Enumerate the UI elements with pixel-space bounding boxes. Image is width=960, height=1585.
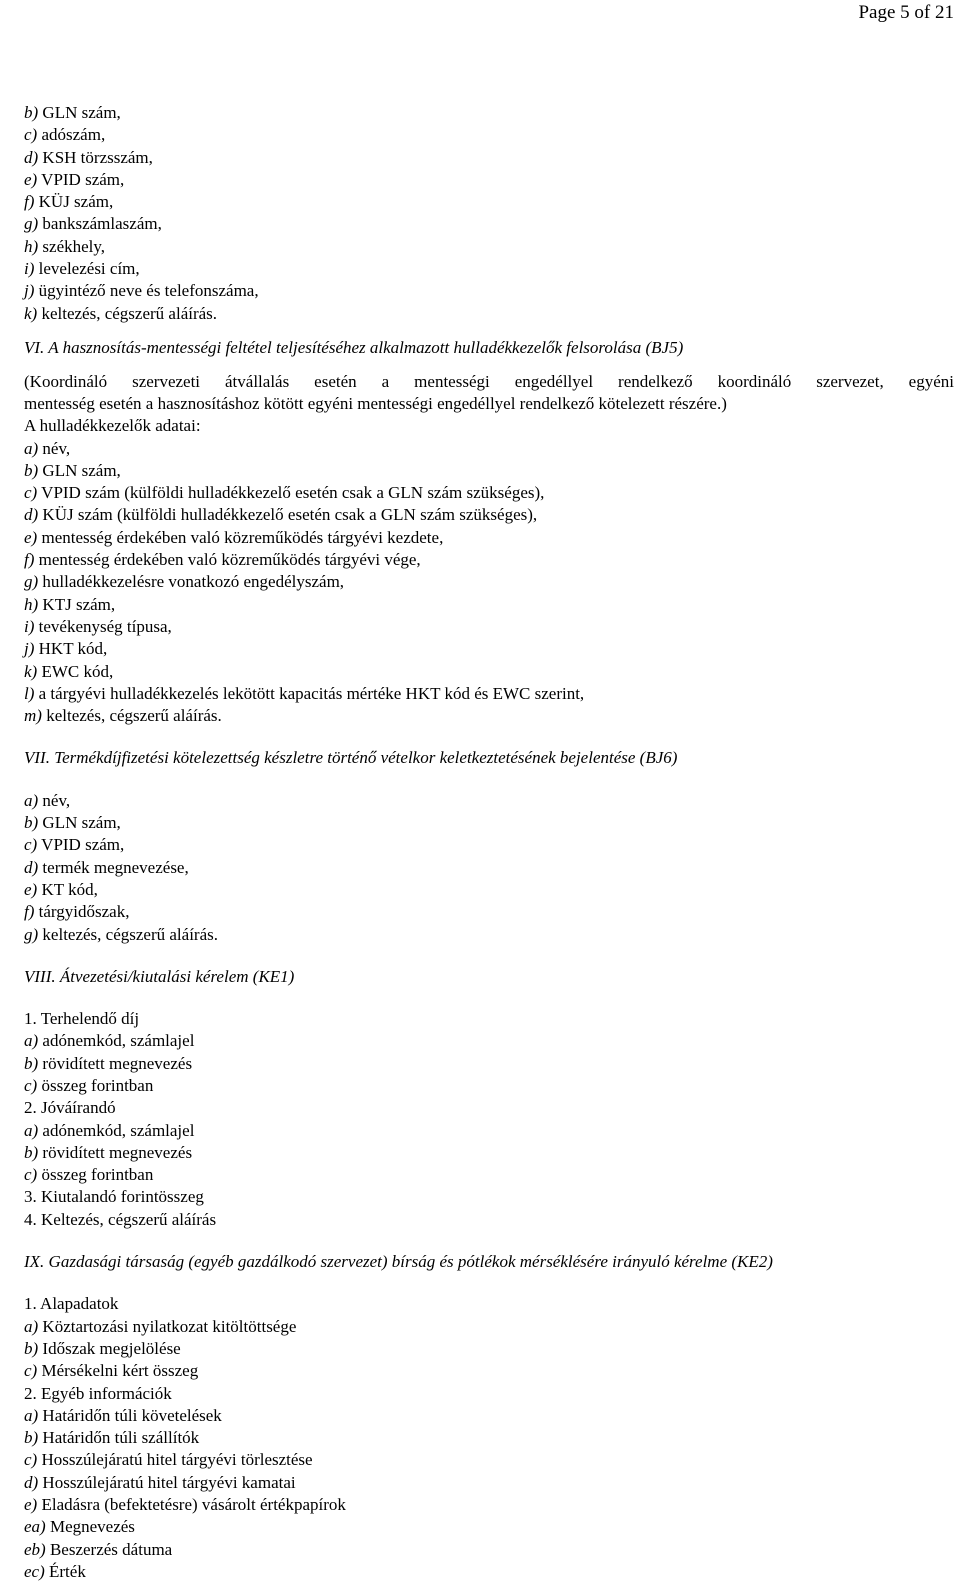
list-item-label: c) bbox=[24, 125, 38, 145]
list-item bbox=[24, 857, 954, 879]
list-item-text: 4. Keltezés, cégszerű aláírás bbox=[24, 1209, 217, 1229]
list-item-label: c) bbox=[24, 1165, 38, 1185]
list-item-label: d) bbox=[24, 857, 39, 877]
list-item bbox=[24, 280, 954, 302]
list-item-text: a tárgyévi hulladékkezelés lekötött kapacitás mértéke HKT kód és EWC szerint, bbox=[34, 683, 585, 703]
list-item bbox=[24, 879, 954, 901]
list-item bbox=[24, 1494, 954, 1516]
list-item bbox=[24, 1449, 954, 1471]
list-item-text: Hosszúlejáratú hitel tárgyévi kamatai bbox=[38, 1472, 296, 1492]
list-item bbox=[24, 1360, 954, 1382]
list-item-label: eb) bbox=[24, 1539, 46, 1559]
list-item bbox=[24, 834, 954, 856]
section-9-title: IX. Gazdasági társaság (egyéb gazdálkodó szervezet) bírság és pótlékok mérséklésére irányuló kérelme (KE2) bbox=[24, 1252, 773, 1272]
list-item-text: név, bbox=[38, 438, 71, 458]
list-item-label: a) bbox=[24, 1316, 39, 1336]
list-item bbox=[24, 1427, 954, 1449]
list-item-label: ea) bbox=[24, 1517, 46, 1537]
list-item-text: keltezés, cégszerű aláírás. bbox=[37, 303, 218, 323]
list-item bbox=[24, 1338, 954, 1360]
list-item bbox=[24, 124, 954, 146]
list-item-text: összeg forintban bbox=[37, 1075, 154, 1095]
list-item bbox=[24, 705, 954, 727]
list-item bbox=[24, 169, 954, 191]
list-item bbox=[24, 790, 954, 812]
list-item bbox=[24, 1053, 954, 1075]
list-item-label: i) bbox=[24, 259, 35, 279]
list-item-text: KTJ szám, bbox=[38, 594, 116, 614]
list-item-label: a) bbox=[24, 1031, 39, 1051]
list-item-text: adónemkód, számlajel bbox=[38, 1031, 195, 1051]
list-item-text: VPID szám, bbox=[37, 835, 125, 855]
list-item-label: f) bbox=[24, 192, 35, 212]
document-body bbox=[24, 102, 954, 1583]
list-item bbox=[24, 1293, 954, 1315]
list-item-text: adónemkód, számlajel bbox=[38, 1120, 195, 1140]
list-item bbox=[24, 1186, 954, 1208]
list-item bbox=[24, 1405, 954, 1427]
list-item bbox=[24, 102, 954, 124]
list-item bbox=[24, 1164, 954, 1186]
list-item-text: 2. Egyéb információk bbox=[24, 1383, 172, 1403]
list-item-text: VPID szám (külföldi hulladékkezelő esetén csak a GLN szám szükséges), bbox=[37, 483, 545, 503]
list-item-label: b) bbox=[24, 813, 39, 833]
list-item-text: Köztartozási nyilatkozat kitöltöttsége bbox=[38, 1316, 297, 1336]
list-item bbox=[24, 147, 954, 169]
list-item-label: l) bbox=[24, 683, 35, 703]
list-item-text: székhely, bbox=[38, 236, 106, 256]
top-list bbox=[24, 102, 954, 325]
list-item-text: név, bbox=[38, 790, 71, 810]
list-item-label: e) bbox=[24, 1495, 38, 1515]
section-8-list bbox=[24, 1008, 954, 1231]
list-item-label: d) bbox=[24, 505, 39, 525]
list-item bbox=[24, 1561, 954, 1583]
list-item-label: c) bbox=[24, 483, 38, 503]
list-item-label: k) bbox=[24, 661, 38, 681]
list-item bbox=[24, 1516, 954, 1538]
list-item-text: 3. Kiutalandó forintösszeg bbox=[24, 1187, 204, 1207]
list-item-text: GLN szám, bbox=[38, 460, 121, 480]
list-item bbox=[24, 1383, 954, 1405]
list-item-text: adószám, bbox=[37, 125, 106, 145]
list-item-text: Beszerzés dátuma bbox=[45, 1539, 173, 1559]
list-item-text: HKT kód, bbox=[34, 639, 108, 659]
list-item-text: tevékenység típusa, bbox=[34, 616, 172, 636]
list-item bbox=[24, 1209, 954, 1231]
list-item-label: g) bbox=[24, 572, 39, 592]
list-item bbox=[24, 213, 954, 235]
list-item-text: mentesség érdekében való közreműködés tárgyévi vége, bbox=[34, 550, 421, 570]
list-item-label: j) bbox=[24, 639, 35, 659]
section-6-intro: A hulladékkezelők adatai: bbox=[24, 416, 201, 436]
list-item-text: Mérsékelni kért összeg bbox=[37, 1361, 199, 1381]
section-7-list bbox=[24, 790, 954, 946]
list-item-text: összeg forintban bbox=[37, 1165, 154, 1185]
list-item-label: j) bbox=[24, 281, 35, 301]
list-item-text: Határidőn túli szállítók bbox=[38, 1428, 200, 1448]
list-item-label: b) bbox=[24, 1428, 39, 1448]
list-item bbox=[24, 303, 954, 325]
list-item-label: i) bbox=[24, 616, 35, 636]
list-item-text: 1. Terhelendő díj bbox=[24, 1009, 140, 1029]
list-item-text: KSH törzsszám, bbox=[38, 147, 153, 167]
list-item-label: e) bbox=[24, 879, 38, 899]
list-item-text: Időszak megjelölése bbox=[38, 1338, 181, 1358]
section-7-title: VII. Termékdíjfizetési kötelezettség készletre történő vételkor keletkeztetésének bejelentése (BJ6) bbox=[24, 748, 678, 768]
list-item bbox=[24, 661, 954, 683]
list-item-text: GLN szám, bbox=[38, 813, 121, 833]
list-item-text: bankszámlaszám, bbox=[38, 214, 162, 234]
list-item-label: c) bbox=[24, 1361, 38, 1381]
list-item bbox=[24, 191, 954, 213]
list-item bbox=[24, 438, 954, 460]
list-item-label: a) bbox=[24, 438, 39, 458]
list-item bbox=[24, 1030, 954, 1052]
list-item bbox=[24, 594, 954, 616]
list-item bbox=[24, 1120, 954, 1142]
list-item bbox=[24, 258, 954, 280]
list-item bbox=[24, 549, 954, 571]
list-item-text: Megnevezés bbox=[45, 1517, 135, 1537]
list-item-text: KÜJ szám (külföldi hulladékkezelő esetén csak a GLN szám szükséges), bbox=[38, 505, 538, 525]
list-item-label: e) bbox=[24, 169, 38, 189]
list-item-text: VPID szám, bbox=[37, 169, 125, 189]
list-item bbox=[24, 1008, 954, 1030]
list-item-label: m) bbox=[24, 706, 42, 726]
list-item-text: 2. Jóváírandó bbox=[24, 1098, 116, 1118]
list-item bbox=[24, 1316, 954, 1338]
list-item-label: b) bbox=[24, 103, 39, 122]
list-item-text: Érték bbox=[44, 1561, 86, 1581]
list-item-label: b) bbox=[24, 1053, 39, 1073]
list-item-text: termék megnevezése, bbox=[38, 857, 189, 877]
list-item-label: h) bbox=[24, 236, 39, 256]
list-item bbox=[24, 683, 954, 705]
section-9-list bbox=[24, 1293, 954, 1583]
list-item-label: e) bbox=[24, 527, 38, 547]
list-item-label: d) bbox=[24, 1472, 39, 1492]
list-item bbox=[24, 571, 954, 593]
page-number: Page 5 of 21 bbox=[858, 2, 954, 23]
list-item-label: c) bbox=[24, 835, 38, 855]
list-item-label: ec) bbox=[24, 1561, 45, 1581]
list-item-text: EWC kód, bbox=[37, 661, 114, 681]
list-item bbox=[24, 1142, 954, 1164]
section-8-title: VIII. Átvezetési/kiutalási kérelem (KE1) bbox=[24, 966, 295, 986]
list-item bbox=[24, 236, 954, 258]
list-item-label: b) bbox=[24, 460, 39, 480]
list-item-text: KT kód, bbox=[37, 879, 98, 899]
list-item-text: mentesség érdekében való közreműködés tárgyévi kezdete, bbox=[37, 527, 444, 547]
list-item-text: KÜJ szám, bbox=[34, 192, 114, 212]
list-item-label: f) bbox=[24, 902, 35, 922]
list-item-text: 1. Alapadatok bbox=[24, 1294, 119, 1314]
list-item-label: a) bbox=[24, 1405, 39, 1425]
list-item-label: b) bbox=[24, 1142, 39, 1162]
list-item-label: a) bbox=[24, 790, 39, 810]
list-item-label: g) bbox=[24, 214, 39, 234]
list-item-label: h) bbox=[24, 594, 39, 614]
list-item-label: c) bbox=[24, 1075, 38, 1095]
list-item bbox=[24, 1075, 954, 1097]
list-item bbox=[24, 812, 954, 834]
list-item-text: tárgyidőszak, bbox=[34, 902, 130, 922]
list-item bbox=[24, 504, 954, 526]
list-item-text: ügyintéző neve és telefonszáma, bbox=[34, 281, 259, 301]
list-item-label: a) bbox=[24, 1120, 39, 1140]
list-item-text: hulladékkezelésre vonatkozó engedélyszám, bbox=[38, 572, 345, 592]
list-item-label: g) bbox=[24, 924, 39, 944]
list-item bbox=[24, 1539, 954, 1561]
list-item bbox=[24, 527, 954, 549]
list-item-label: c) bbox=[24, 1450, 38, 1470]
list-item-text: keltezés, cégszerű aláírás. bbox=[38, 924, 218, 944]
section-6-note-line-1: (Koordináló szervezeti átvállalás esetén a mentességi engedéllyel rendelkező koordináló szervezet, egyéni bbox=[24, 372, 954, 392]
list-item bbox=[24, 1472, 954, 1494]
list-item bbox=[24, 616, 954, 638]
list-item-text: Határidőn túli követelések bbox=[38, 1405, 222, 1425]
list-item-label: k) bbox=[24, 303, 38, 323]
list-item-label: b) bbox=[24, 1338, 39, 1358]
list-item-label: d) bbox=[24, 147, 39, 167]
list-item bbox=[24, 924, 954, 946]
list-item bbox=[24, 1097, 954, 1119]
list-item-text: keltezés, cégszerű aláírás. bbox=[41, 706, 222, 726]
section-6-list bbox=[24, 438, 954, 728]
list-item-text: Hosszúlejáratú hitel tárgyévi törlesztése bbox=[37, 1450, 313, 1470]
list-item bbox=[24, 482, 954, 504]
section-6-title: VI. A hasznosítás-mentességi feltétel teljesítéséhez alkalmazott hulladékkezelők felsorolása (BJ5) bbox=[24, 337, 684, 357]
section-6-note-line-2: mentesség esetén a hasznosításhoz kötött egyéni mentességi engedéllyel rendelkező kötelezett részére.) bbox=[24, 394, 727, 414]
list-item-label: f) bbox=[24, 550, 35, 570]
list-item bbox=[24, 460, 954, 482]
list-item-text: levelezési cím, bbox=[34, 259, 140, 279]
list-item-text: Eladásra (befektetésre) vásárolt értékpapírok bbox=[37, 1495, 346, 1515]
list-item-text: rövidített megnevezés bbox=[38, 1053, 193, 1073]
list-item bbox=[24, 638, 954, 660]
list-item-text: GLN szám, bbox=[38, 103, 121, 122]
list-item-text: rövidített megnevezés bbox=[38, 1142, 193, 1162]
list-item bbox=[24, 901, 954, 923]
